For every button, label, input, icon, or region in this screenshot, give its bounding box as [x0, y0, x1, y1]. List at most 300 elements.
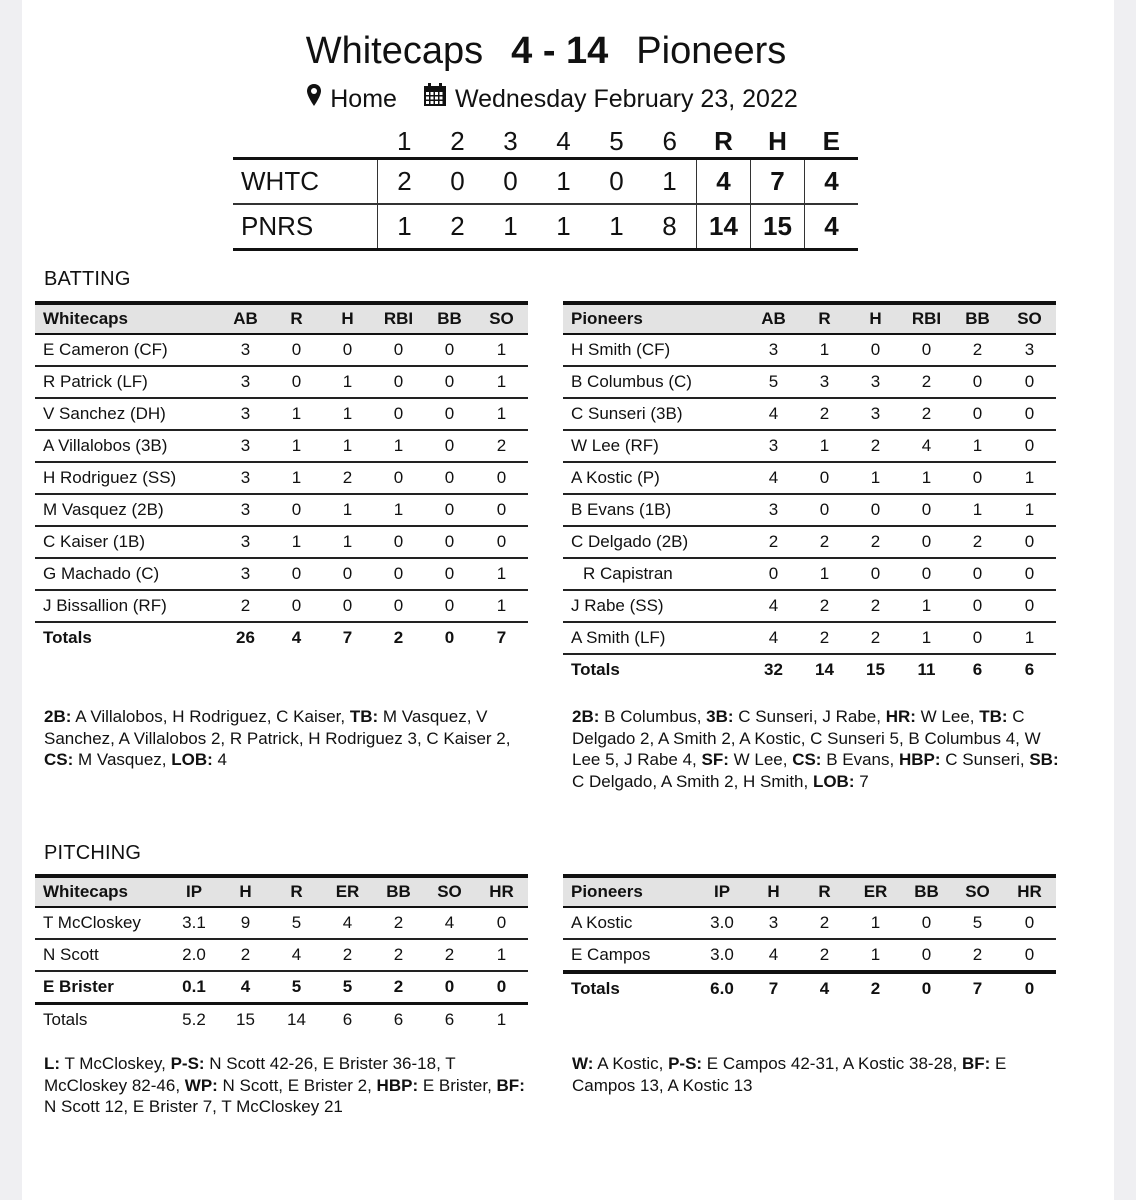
inning-runs: 0	[450, 166, 465, 196]
player-name: A Villalobos (3B)	[35, 430, 220, 462]
total-value: 7	[322, 622, 373, 653]
stat-value: 0	[424, 558, 475, 590]
stat-value: 0	[424, 971, 475, 1004]
stat-value: 0	[901, 334, 952, 366]
stat-value: 2	[748, 526, 799, 558]
note-label: 3B:	[706, 707, 734, 726]
stat-value: 1	[322, 398, 373, 430]
note-text: W Lee,	[915, 707, 980, 726]
total-value: 14	[271, 1004, 322, 1036]
table-row	[35, 526, 528, 558]
stat-value: 3.0	[696, 907, 748, 939]
stat-value: 0	[901, 526, 952, 558]
stat-value: 0	[952, 366, 1003, 398]
stat-value: 0	[424, 494, 475, 526]
stat-value: 5	[952, 907, 1003, 939]
totals-row	[563, 972, 1056, 1004]
stat-value: 3	[748, 907, 799, 939]
stat-value: 2	[799, 590, 850, 622]
col-header: SO	[952, 876, 1003, 907]
total-runs: 4	[697, 159, 751, 205]
batting-table-home	[563, 301, 1056, 685]
col-header: RBI	[901, 303, 952, 334]
stat-value: 5	[748, 366, 799, 398]
stat-value: 1	[952, 430, 1003, 462]
stat-value: 2	[799, 939, 850, 972]
total-value: 14	[799, 654, 850, 685]
total-hits: 7	[751, 159, 805, 205]
note-text: A Villalobos, H Rodriguez, C Kaiser,	[71, 707, 350, 726]
stat-value: 1	[850, 939, 901, 972]
total-value: 0	[424, 622, 475, 653]
stat-value: 4	[748, 462, 799, 494]
note-text: 4	[212, 750, 227, 769]
inning-header: 5	[590, 126, 643, 159]
table-row	[563, 907, 1056, 939]
note-text: N Scott, E Brister 2,	[217, 1075, 377, 1095]
total-value: 11	[901, 654, 952, 685]
stat-value: 0	[850, 494, 901, 526]
totals-label: Totals	[35, 1004, 168, 1036]
calendar-icon	[423, 83, 447, 115]
stat-value: 2	[850, 430, 901, 462]
note-label: W:	[572, 1054, 594, 1073]
player-name: R Capistran	[563, 558, 748, 590]
player-name: J Rabe (SS)	[563, 590, 748, 622]
inning-runs: 1	[662, 166, 677, 196]
hits-header: H	[751, 126, 805, 159]
stat-value: 2	[850, 526, 901, 558]
total-value: 4	[799, 972, 850, 1004]
note-text: E Brister,	[418, 1075, 497, 1095]
venue: Home	[330, 85, 397, 114]
note-label: CS:	[792, 750, 822, 769]
stat-value: 2	[952, 334, 1003, 366]
stat-value: 1	[271, 526, 322, 558]
col-header: IP	[696, 876, 748, 907]
stat-value: 0	[271, 334, 322, 366]
stat-value: 3.1	[168, 907, 220, 939]
stat-value: 1	[271, 430, 322, 462]
stat-value: 5	[271, 907, 322, 939]
stat-value: 3	[850, 398, 901, 430]
total-value: 6	[373, 1004, 424, 1036]
stat-value: 0	[373, 462, 424, 494]
note-text: M Vasquez,	[73, 750, 172, 769]
batting-table-away	[35, 301, 528, 653]
inning-runs: 8	[662, 211, 677, 241]
stat-value: 1	[271, 398, 322, 430]
col-header: HR	[475, 876, 528, 907]
total-value: 1	[475, 1004, 528, 1036]
total-value: 6	[952, 654, 1003, 685]
col-header: H	[220, 876, 271, 907]
total-value: 2	[850, 972, 901, 1004]
stat-value: 2	[322, 462, 373, 494]
stat-value: 1	[373, 430, 424, 462]
total-value: 26	[220, 622, 271, 653]
player-name: A Smith (LF)	[563, 622, 748, 654]
col-header: HR	[1003, 876, 1056, 907]
stat-value: 1	[322, 430, 373, 462]
player-name: A Kostic (P)	[563, 462, 748, 494]
note-text: C Delgado 2, A Smith 2, A Kostic, C Sunseri 5, B Columbus 4, W Lee 5, J Rabe 4,	[572, 707, 1046, 769]
inning-header: 2	[431, 126, 484, 159]
stat-value: 0	[475, 526, 528, 558]
total-errors: 4	[805, 204, 859, 250]
table-row	[35, 907, 528, 939]
linescore-row-away	[233, 159, 858, 205]
stat-value: 0	[952, 558, 1003, 590]
player-name: H Rodriguez (SS)	[35, 462, 220, 494]
batting-team-header: Pioneers	[563, 303, 748, 334]
stat-value: 0	[748, 558, 799, 590]
stat-value: 1	[322, 494, 373, 526]
stat-value: 0	[271, 366, 322, 398]
stat-value: 4	[322, 907, 373, 939]
inning-runs: 0	[503, 166, 518, 196]
stat-value: 3	[220, 462, 271, 494]
note-label: HR:	[885, 707, 916, 726]
note-label: CS:	[44, 750, 74, 769]
inning-runs: 2	[450, 211, 465, 241]
stat-value: 0.1	[168, 971, 220, 1004]
stat-value: 0	[424, 462, 475, 494]
batting-section-title: BATTING	[44, 268, 131, 290]
note-text: C Delgado, A Smith 2, H Smith,	[572, 750, 1064, 791]
stat-value: 4	[748, 622, 799, 654]
stat-value: 1	[1003, 622, 1056, 654]
stat-value: 0	[1003, 590, 1056, 622]
batting-team-header: Whitecaps	[35, 303, 220, 334]
inning-header: 3	[484, 126, 537, 159]
note-text: 7	[854, 771, 869, 791]
stat-value: 2	[901, 366, 952, 398]
note-text: E Campos 13, A Kostic 13	[572, 1054, 1012, 1095]
stat-value: 1	[322, 366, 373, 398]
away-team-name: Whitecaps	[305, 30, 484, 72]
stat-value: 1	[901, 590, 952, 622]
col-header: BB	[901, 876, 952, 907]
col-header: BB	[424, 303, 475, 334]
table-row	[563, 334, 1056, 366]
errors-header: E	[805, 126, 859, 159]
game-meta	[0, 82, 1126, 115]
stat-value: 1	[799, 334, 850, 366]
stat-value: 2	[475, 430, 528, 462]
stat-value: 0	[322, 334, 373, 366]
table-row	[35, 939, 528, 971]
stat-value: 3	[220, 366, 271, 398]
stat-value: 0	[475, 494, 528, 526]
stat-value: 1	[322, 526, 373, 558]
stat-value: 2	[373, 907, 424, 939]
final-score: 4 - 14	[511, 30, 609, 72]
player-name: M Vasquez (2B)	[35, 494, 220, 526]
stat-value: 0	[952, 462, 1003, 494]
inning-runs: 0	[609, 166, 624, 196]
stat-value: 1	[271, 462, 322, 494]
note-label: WP:	[184, 1075, 218, 1095]
total-value: 32	[748, 654, 799, 685]
table-row	[563, 494, 1056, 526]
location-pin-icon	[306, 83, 322, 115]
linescore-team: PNRS	[233, 204, 378, 250]
table-row	[563, 366, 1056, 398]
total-hits: 15	[751, 204, 805, 250]
note-label: SB:	[1029, 750, 1059, 769]
note-label: 2B:	[572, 707, 600, 726]
total-value: 4	[271, 622, 322, 653]
note-label: L:	[44, 1054, 61, 1073]
col-header: AB	[748, 303, 799, 334]
col-header: BB	[373, 876, 424, 907]
totals-label: Totals	[563, 972, 696, 1004]
stat-value: 1	[952, 494, 1003, 526]
stat-value: 2	[424, 939, 475, 971]
stat-value: 0	[952, 398, 1003, 430]
player-name: R Patrick (LF)	[35, 366, 220, 398]
stat-value: 1	[475, 590, 528, 622]
col-header: RBI	[373, 303, 424, 334]
stat-value: 0	[424, 590, 475, 622]
col-header: H	[322, 303, 373, 334]
stat-value: 0	[799, 494, 850, 526]
table-row	[563, 558, 1056, 590]
table-row	[563, 398, 1056, 430]
stat-value: 1	[475, 398, 528, 430]
stat-value: 4	[748, 398, 799, 430]
stat-value: 1	[475, 334, 528, 366]
stat-value: 4	[748, 590, 799, 622]
stat-value: 0	[271, 558, 322, 590]
total-value: 0	[1003, 972, 1056, 1004]
stat-value: 3	[748, 494, 799, 526]
total-value: 6	[1003, 654, 1056, 685]
stat-value: 1	[799, 430, 850, 462]
stat-value: 1	[475, 939, 528, 971]
stat-value: 0	[322, 558, 373, 590]
player-name: A Kostic	[563, 907, 696, 939]
stat-value: 3	[220, 494, 271, 526]
stat-value: 0	[901, 558, 952, 590]
stat-value: 0	[799, 462, 850, 494]
stat-value: 2	[322, 939, 373, 971]
stat-value: 0	[1003, 907, 1056, 939]
stat-value: 0	[424, 430, 475, 462]
col-header: R	[271, 876, 322, 907]
stat-value: 0	[850, 334, 901, 366]
note-label: P-S:	[170, 1054, 205, 1073]
stat-value: 0	[373, 334, 424, 366]
pitching-section-title: PITCHING	[44, 842, 142, 864]
player-name: C Delgado (2B)	[563, 526, 748, 558]
table-row	[563, 590, 1056, 622]
stat-value: 0	[475, 907, 528, 939]
linescore-table	[233, 126, 858, 251]
total-value: 6	[322, 1004, 373, 1036]
col-header: ER	[850, 876, 901, 907]
stat-value: 0	[1003, 939, 1056, 972]
table-row	[35, 462, 528, 494]
player-name: C Kaiser (1B)	[35, 526, 220, 558]
note-text: M Vasquez, V Sanchez, A Villalobos 2, R Patrick, H Rodriguez 3, C Kaiser 2,	[44, 707, 516, 748]
note-text: C Sunseri, J Rabe,	[733, 707, 886, 726]
stat-value: 2	[799, 398, 850, 430]
table-row	[35, 971, 528, 1004]
note-text: N Scott 12, E Brister 7, T McCloskey 21	[44, 1075, 530, 1116]
table-row	[35, 366, 528, 398]
note-label: TB:	[349, 707, 379, 726]
total-value: 6.0	[696, 972, 748, 1004]
table-row	[35, 430, 528, 462]
stat-value: 1	[850, 907, 901, 939]
pitching-table-away	[35, 874, 528, 1035]
stat-value: 4	[271, 939, 322, 971]
total-value: 7	[952, 972, 1003, 1004]
stat-value: 0	[1003, 398, 1056, 430]
note-text: C Sunseri,	[940, 750, 1030, 769]
table-row	[35, 558, 528, 590]
total-value: 2	[373, 622, 424, 653]
note-label: LOB:	[812, 771, 855, 791]
totals-label: Totals	[35, 622, 220, 653]
inning-runs: 1	[556, 211, 571, 241]
stat-value: 3	[850, 366, 901, 398]
stat-value: 3	[748, 430, 799, 462]
stat-value: 1	[1003, 494, 1056, 526]
stat-value: 3	[748, 334, 799, 366]
table-row	[563, 526, 1056, 558]
stat-value: 0	[1003, 366, 1056, 398]
player-name: G Machado (C)	[35, 558, 220, 590]
stat-value: 0	[1003, 526, 1056, 558]
col-header: SO	[1003, 303, 1056, 334]
note-text: B Columbus,	[599, 707, 707, 726]
table-row	[35, 494, 528, 526]
note-text: E Campos 42-31, A Kostic 38-28,	[702, 1054, 962, 1073]
inning-runs: 1	[609, 211, 624, 241]
stat-value: 0	[475, 462, 528, 494]
runs-header: R	[697, 126, 751, 159]
pitching-team-header: Whitecaps	[35, 876, 168, 907]
stat-value: 0	[322, 590, 373, 622]
note-label: LOB:	[171, 750, 213, 769]
stat-value: 0	[271, 590, 322, 622]
stat-value: 4	[901, 430, 952, 462]
stat-value: 1	[475, 558, 528, 590]
player-name: E Campos	[563, 939, 696, 972]
stat-value: 2.0	[168, 939, 220, 971]
total-value: 7	[475, 622, 528, 653]
stat-value: 0	[373, 590, 424, 622]
stat-value: 3	[799, 366, 850, 398]
pitching-table-home	[563, 874, 1056, 1004]
stat-value: 0	[424, 526, 475, 558]
stat-value: 3	[1003, 334, 1056, 366]
stat-value: 2	[952, 526, 1003, 558]
stat-value: 0	[850, 558, 901, 590]
inning-header: 6	[643, 126, 697, 159]
player-name: T McCloskey	[35, 907, 168, 939]
batting-notes-away	[44, 706, 534, 771]
stat-value: 0	[373, 526, 424, 558]
note-text: N Scott 42-26, E Brister 36-18, T McCloskey 82-46,	[44, 1054, 461, 1095]
note-text: T McCloskey,	[60, 1054, 171, 1073]
table-row	[563, 430, 1056, 462]
stat-value: 0	[373, 558, 424, 590]
stat-value: 4	[748, 939, 799, 972]
player-name: V Sanchez (DH)	[35, 398, 220, 430]
stat-value: 3	[220, 398, 271, 430]
note-text: W Lee,	[728, 750, 793, 769]
note-label: HBP:	[376, 1075, 419, 1095]
stat-value: 2	[799, 526, 850, 558]
stat-value: 1	[373, 494, 424, 526]
player-name: N Scott	[35, 939, 168, 971]
player-name: J Bissallion (RF)	[35, 590, 220, 622]
table-row	[35, 590, 528, 622]
inning-header: 4	[537, 126, 590, 159]
stat-value: 2	[901, 398, 952, 430]
player-name: E Cameron (CF)	[35, 334, 220, 366]
stat-value: 0	[271, 494, 322, 526]
note-label: HBP:	[898, 750, 941, 769]
col-header: H	[748, 876, 799, 907]
stat-value: 0	[424, 398, 475, 430]
col-header: R	[799, 876, 850, 907]
table-row	[563, 939, 1056, 972]
inning-runs: 1	[503, 211, 518, 241]
stat-value: 0	[475, 971, 528, 1004]
stat-value: 0	[952, 622, 1003, 654]
col-header: ER	[322, 876, 373, 907]
stat-value: 2	[799, 622, 850, 654]
col-header: R	[799, 303, 850, 334]
stat-value: 1	[799, 558, 850, 590]
table-row	[35, 398, 528, 430]
stat-value: 2	[373, 939, 424, 971]
note-label: 2B:	[44, 707, 72, 726]
total-value: 15	[850, 654, 901, 685]
table-row	[35, 334, 528, 366]
total-runs: 14	[697, 204, 751, 250]
stat-value: 3	[220, 558, 271, 590]
totals-row	[35, 622, 528, 653]
pitching-notes-away	[44, 1053, 534, 1118]
player-name: W Lee (RF)	[563, 430, 748, 462]
stat-value: 9	[220, 907, 271, 939]
stat-value: 0	[373, 366, 424, 398]
note-label: SF:	[701, 750, 729, 769]
stat-value: 1	[901, 462, 952, 494]
totals-row	[563, 654, 1056, 685]
total-value: 15	[220, 1004, 271, 1036]
total-value: 0	[901, 972, 952, 1004]
table-row	[563, 622, 1056, 654]
stat-value: 2	[373, 971, 424, 1004]
total-errors: 4	[805, 159, 859, 205]
stat-value: 0	[424, 334, 475, 366]
stat-value: 0	[373, 398, 424, 430]
note-label: TB:	[979, 707, 1008, 726]
totals-label: Totals	[563, 654, 748, 685]
stat-value: 2	[952, 939, 1003, 972]
pitching-notes-home	[572, 1053, 1062, 1096]
stat-value: 0	[901, 907, 952, 939]
stat-value: 5	[322, 971, 373, 1004]
stat-value: 0	[1003, 558, 1056, 590]
